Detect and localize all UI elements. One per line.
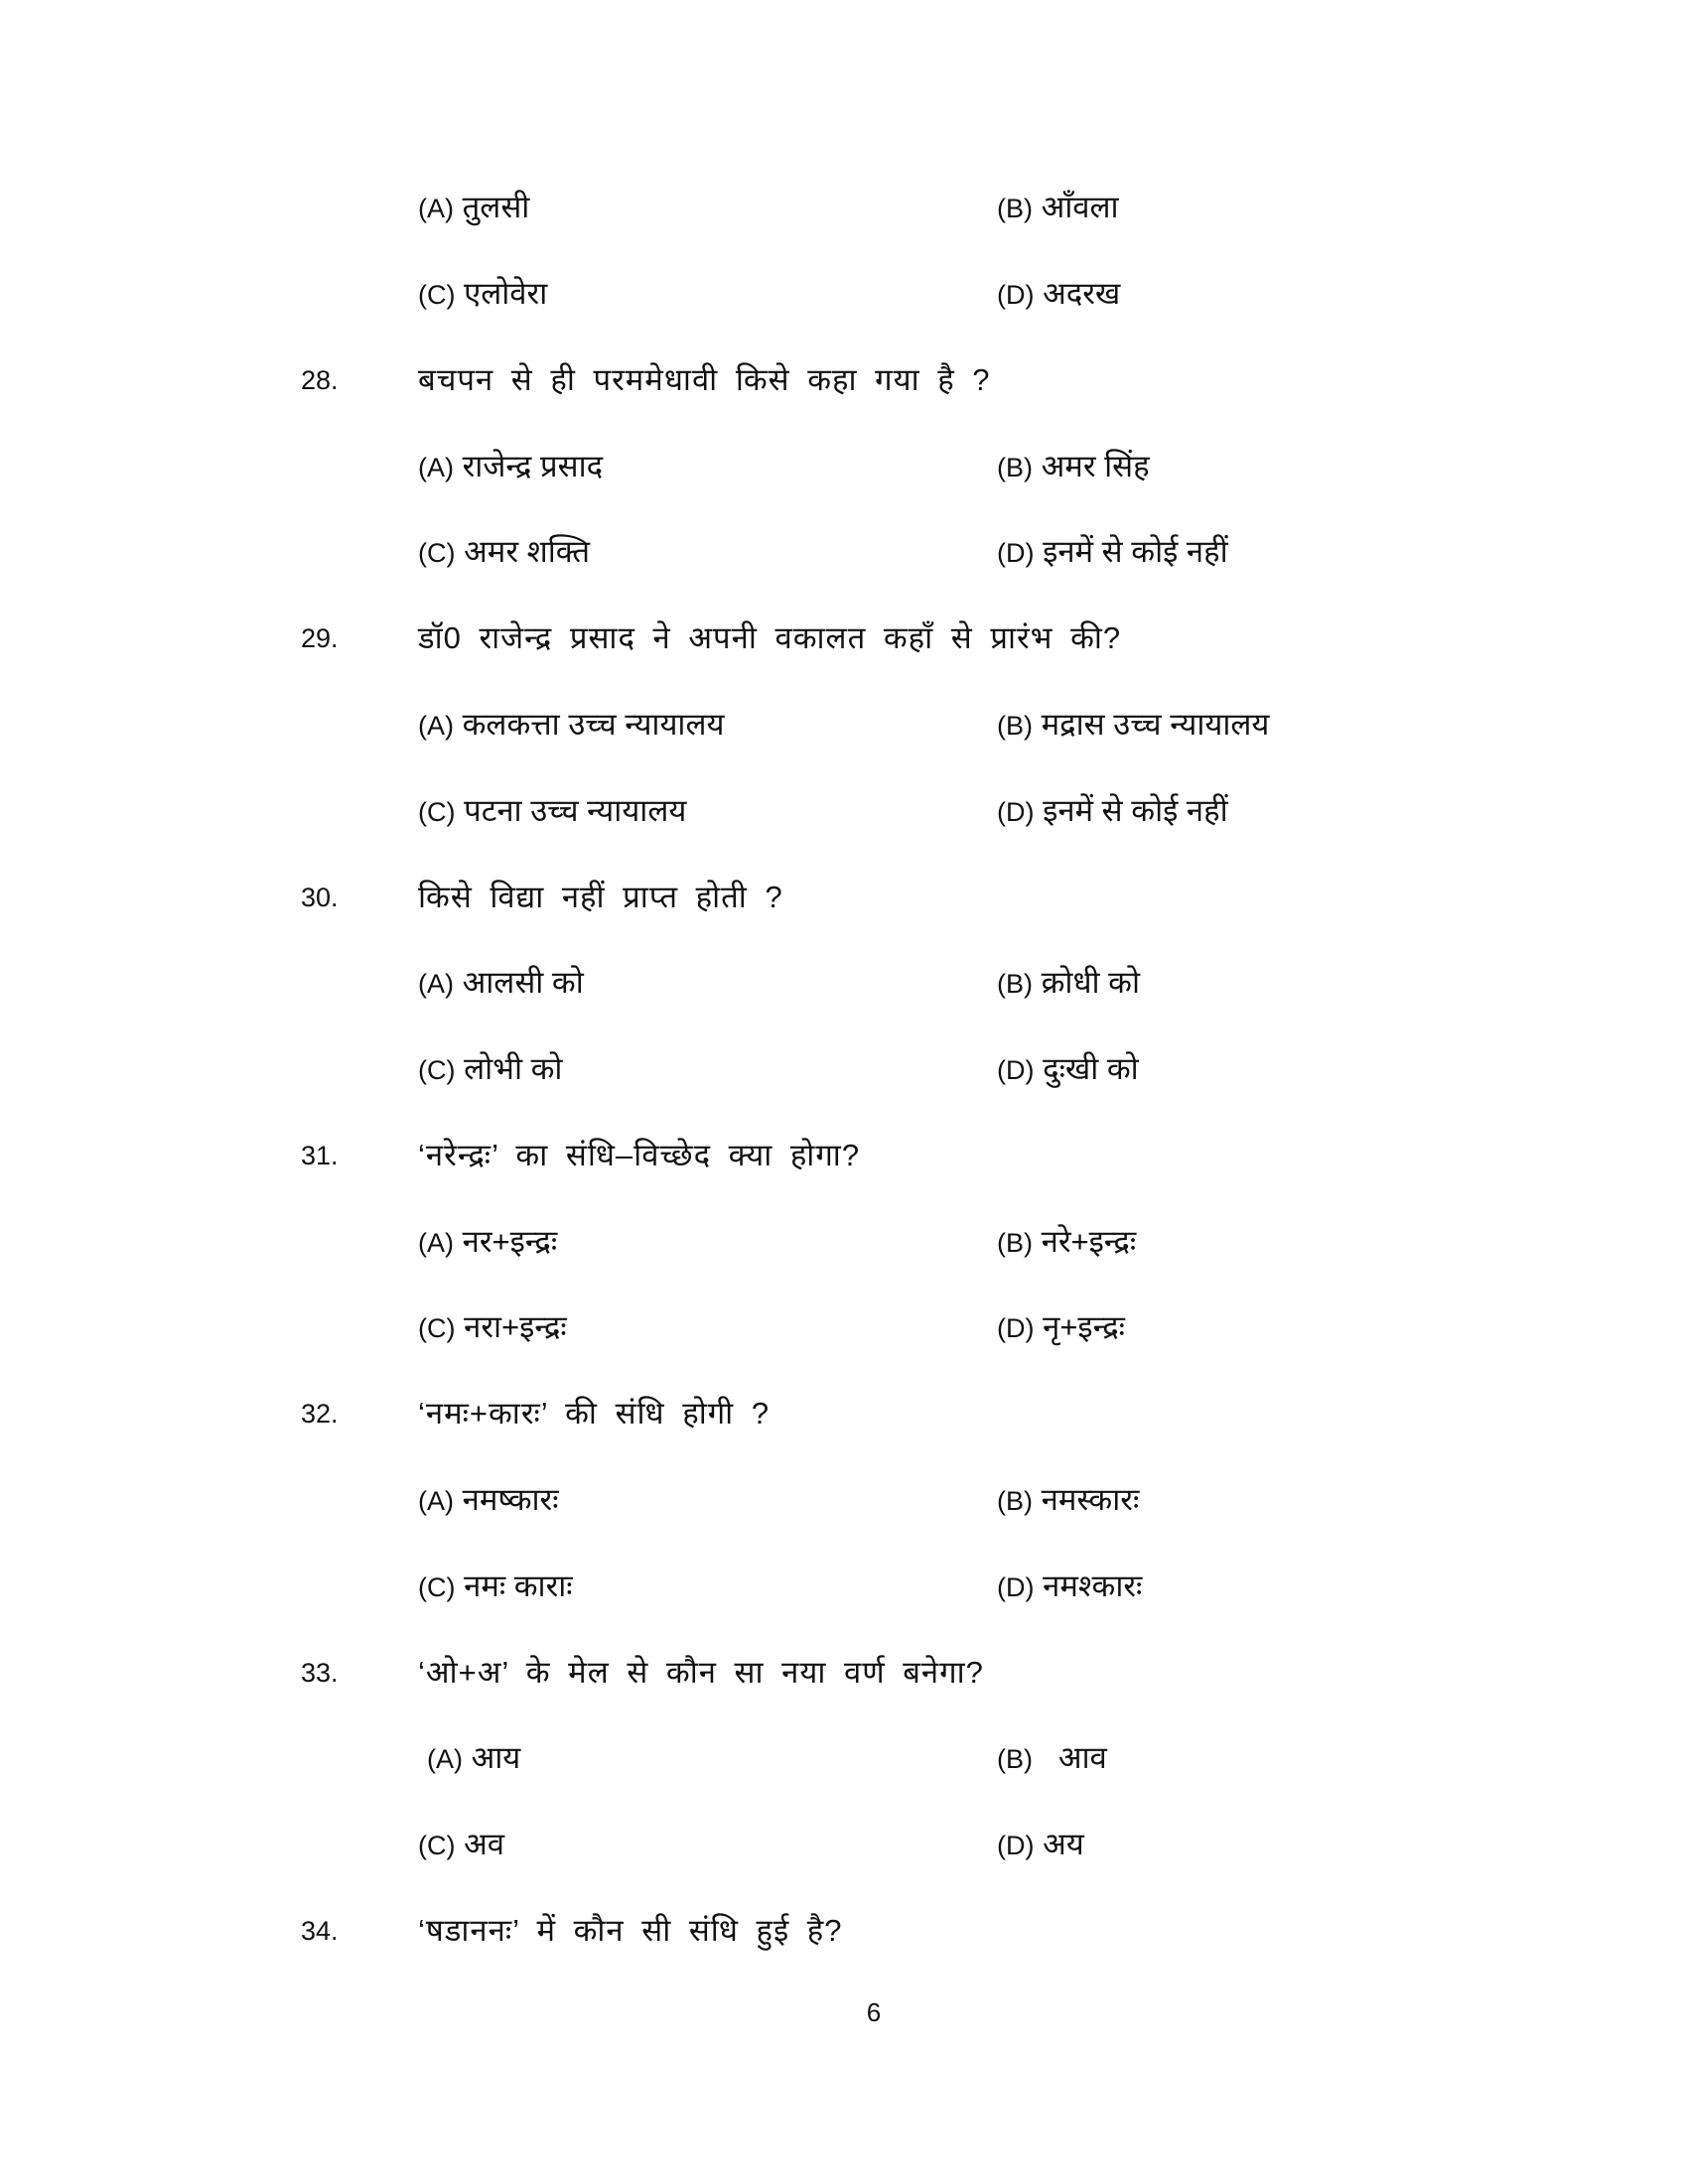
option-text: लोभी को <box>464 1051 563 1086</box>
option-label: (C) <box>418 1055 456 1085</box>
answer-option <box>997 1733 1107 1784</box>
question-text: ‘नमः+कारः’ की संधि होगी ? <box>418 1396 771 1431</box>
question-row <box>0 1389 1688 1438</box>
page-number: 6 <box>866 1997 882 2027</box>
option-text: मद्रास उच्च न्यायालय <box>1041 707 1270 742</box>
question-text: बचपन से ही परममेधावी किसे कहा गया है ? <box>418 362 991 397</box>
options-row <box>0 958 1688 1008</box>
option-label: (A) <box>418 1486 454 1516</box>
options-row <box>0 1217 1688 1267</box>
question-number: 32. <box>301 1399 339 1429</box>
option-label: (D) <box>997 797 1035 827</box>
option-label: (B) <box>997 194 1033 223</box>
options-row <box>0 269 1688 319</box>
option-label: (A) <box>427 1744 463 1774</box>
options-row <box>0 1475 1688 1525</box>
answer-option <box>997 183 1119 233</box>
options-row <box>0 1044 1688 1094</box>
option-label: (A) <box>418 194 454 223</box>
answer-option <box>997 442 1150 492</box>
option-text: नमस्कारः <box>1041 1482 1140 1517</box>
options-row <box>0 183 1688 232</box>
option-text: अय <box>1043 1827 1084 1861</box>
option-label: (C) <box>418 538 456 568</box>
answer-option <box>997 700 1269 751</box>
option-label: (D) <box>997 1572 1035 1602</box>
option-text: आँवला <box>1041 190 1119 224</box>
option-text: नमश्कारः <box>1043 1569 1143 1603</box>
question-text: ‘नरेन्द्रः’ का संधि–विच्छेद क्या होगा? <box>418 1138 861 1172</box>
option-text: नृ+इन्द्रः <box>1043 1309 1125 1344</box>
option-label: (C) <box>418 280 456 310</box>
option-text: पटना उच्च न्यायालय <box>464 793 687 828</box>
option-text: दुःखी को <box>1043 1051 1139 1086</box>
options-row <box>0 442 1688 491</box>
question-number: 29. <box>301 623 339 653</box>
option-text: अमर शक्ति <box>464 534 591 569</box>
answer-option <box>418 527 590 578</box>
answer-option <box>997 786 1228 837</box>
answer-option <box>997 1562 1142 1612</box>
options-row <box>0 1733 1688 1783</box>
option-text: अव <box>464 1827 505 1861</box>
question-number: 33. <box>301 1658 339 1688</box>
option-text: अमर सिंह <box>1041 449 1150 483</box>
answer-option <box>418 1562 573 1612</box>
option-label: (C) <box>418 1313 456 1343</box>
option-text: नरे+इन्द्रः <box>1041 1224 1137 1259</box>
option-label: (A) <box>418 711 454 741</box>
option-label: (A) <box>418 1228 454 1258</box>
option-text: इनमें से कोई नहीं <box>1043 534 1228 569</box>
answer-option <box>997 1475 1139 1526</box>
question-row <box>0 873 1688 922</box>
options-row <box>0 786 1688 836</box>
answer-option <box>418 958 584 1009</box>
question-number: 34. <box>301 1916 339 1946</box>
answer-option <box>997 1302 1125 1353</box>
option-label: (C) <box>418 1572 456 1602</box>
option-label: (A) <box>418 969 454 999</box>
answer-option <box>997 527 1228 578</box>
options-row <box>0 1302 1688 1352</box>
answer-option <box>418 1302 567 1353</box>
answer-option <box>418 442 603 492</box>
options-row <box>0 1820 1688 1869</box>
answer-option <box>418 269 547 320</box>
option-label: (C) <box>418 797 456 827</box>
option-text: तुलसी <box>462 190 530 224</box>
answer-option <box>997 1217 1136 1268</box>
option-text: नरा+इन्द्रः <box>464 1309 567 1344</box>
answer-option <box>997 958 1140 1009</box>
option-label: (B) <box>997 969 1033 999</box>
answer-option <box>997 269 1120 320</box>
option-label: (D) <box>997 538 1035 568</box>
answer-option <box>418 700 724 751</box>
question-row <box>0 1906 1688 1956</box>
option-text: नमष्कारः <box>462 1482 559 1517</box>
answer-option <box>418 183 529 233</box>
question-text: किसे विद्या नहीं प्राप्त होती ? <box>418 880 783 914</box>
question-number: 28. <box>301 365 339 395</box>
option-text: आव <box>1041 1740 1107 1775</box>
question-text: ‘ओ+अ’ के मेल से कौन सा नया वर्ण बनेगा? <box>418 1655 984 1690</box>
option-label: (B) <box>997 1228 1033 1258</box>
options-row <box>0 527 1688 577</box>
option-text: नर+इन्द्रः <box>462 1224 558 1259</box>
question-row <box>0 1131 1688 1180</box>
option-text: एलोवेरा <box>464 276 548 311</box>
option-label: (B) <box>997 453 1033 482</box>
option-label: (B) <box>997 711 1033 741</box>
option-text: कलकत्ता उच्च न्यायालय <box>462 707 725 742</box>
question-number: 31. <box>301 1141 339 1170</box>
options-row <box>0 700 1688 750</box>
options-row <box>0 1562 1688 1611</box>
answer-option <box>418 1217 557 1268</box>
option-label: (B) <box>997 1744 1033 1774</box>
question-number: 30. <box>301 883 339 912</box>
question-text: डॉ0 राजेन्द्र प्रसाद ने अपनी वकालत कहाँ से प्रारंभ की? <box>418 620 1122 655</box>
option-text: इनमें से कोई नहीं <box>1043 793 1228 828</box>
question-row <box>0 355 1688 405</box>
option-label: (C) <box>418 1831 456 1860</box>
option-text: अदरख <box>1043 276 1121 311</box>
answer-option <box>427 1733 520 1784</box>
question-row <box>0 614 1688 663</box>
option-text: राजेन्द्र प्रसाद <box>462 449 604 483</box>
option-label: (D) <box>997 1831 1035 1860</box>
option-text: क्रोधी को <box>1041 965 1141 1000</box>
option-label: (B) <box>997 1486 1033 1516</box>
option-label: (D) <box>997 1055 1035 1085</box>
answer-option <box>418 1475 558 1526</box>
question-row <box>0 1648 1688 1698</box>
option-label: (D) <box>997 1313 1035 1343</box>
answer-option <box>418 786 686 837</box>
option-text: आय <box>471 1740 521 1775</box>
answer-option <box>418 1044 562 1095</box>
answer-option <box>997 1044 1139 1095</box>
question-text: ‘षडाननः’ में कौन सी संधि हुई है? <box>418 1913 843 1948</box>
option-label: (A) <box>418 453 454 482</box>
option-text: नमः काराः <box>464 1569 573 1603</box>
answer-option <box>997 1820 1084 1870</box>
option-label: (D) <box>997 280 1035 310</box>
option-text: आलसी को <box>462 965 584 1000</box>
answer-option <box>418 1820 504 1870</box>
